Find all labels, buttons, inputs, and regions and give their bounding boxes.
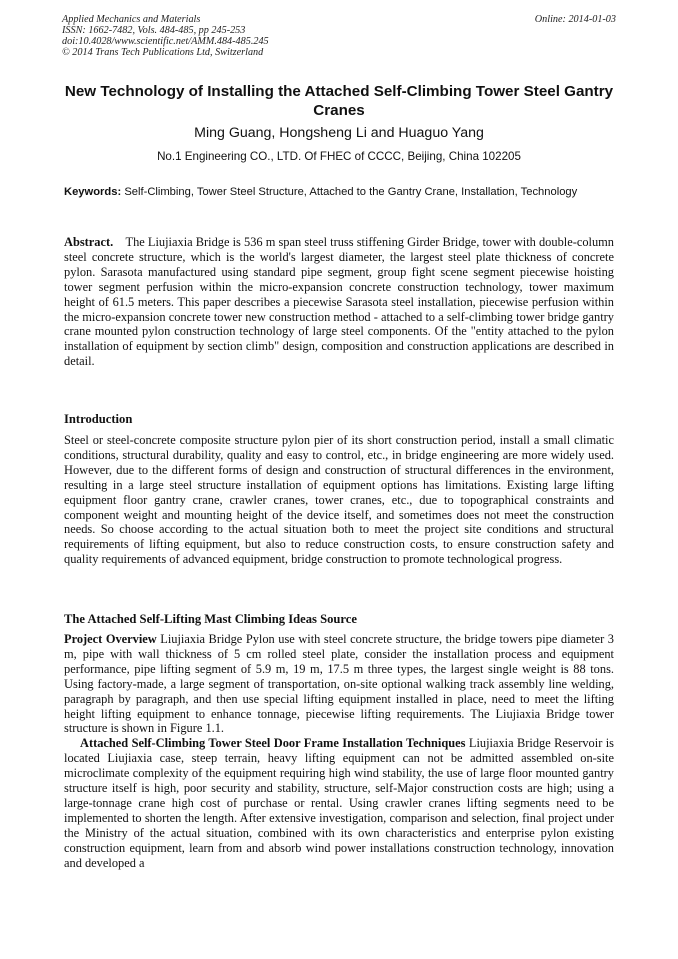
keywords-text: Self-Climbing, Tower Steel Structure, Attached to the Gantry Crane, Installation, Technology	[124, 186, 578, 198]
abstract-label: Abstract.	[64, 235, 114, 249]
introduction-heading: Introduction	[64, 412, 133, 426]
journal-name: Applied Mechanics and Materials	[62, 14, 201, 25]
copyright-line: © 2014 Trans Tech Publications Ltd, Switzerland	[62, 47, 264, 58]
installation-techniques-text: Liujiaxia Bridge Reservoir is located Liujiaxia case, steep terrain, heavy lifting equipment can not be admitted assembled on-site microclimate complexity of the equipment requiring high wind stability, the use of large floor mounted gantry structure itself is high, poor security and stability, structure, self-Major construction costs are high; using a large-tonnage crane high cost of purchase or rental. Using crawler cranes lifting segments need to be implemented to shorten the length. After extensive investigation, comparison and selection, final project under the Ministry of the actual situation, combined with its own characteristics and enterprise pylon existing construction equipment, learn from and absorb wind power installations construction technology, innovation and developed a	[64, 736, 614, 870]
keywords-label: Keywords:	[64, 186, 122, 198]
project-overview-paragraph	[64, 632, 614, 736]
introduction-paragraph: Steel or steel-concrete composite structure pylon pier of its short construction period, install a small climatic conditions, structural durability, quality and easy to control, etc., in bridge engineering are more widely used. However, due to the different forms of design and construction of structural differences in the environment, resulting in a large steel structure installation of equipment options has limitations. Existing large lifting equipment floor gantry crane, crawler cranes, tower cranes, etc., due to topographical constraints and component weight and mounting height of the device itself, and sometimes does not meet the construction needs. So choose according to the actual situation both to meet the project site conditions and structural requirements of lifting equipment, but also to reduce construction costs, to ensure construction safety and quality requirements of advanced equipment, bridge construction to promote technological progress.	[64, 433, 614, 567]
section-heading-ideas-source: The Attached Self-Lifting Mast Climbing Ideas Source	[64, 612, 357, 626]
paper-authors: Ming Guang, Hongsheng Li and Huaguo Yang	[194, 125, 484, 141]
section-body-ideas-source	[64, 632, 614, 871]
installation-techniques-paragraph	[64, 736, 614, 870]
abstract-block	[64, 235, 614, 369]
author-affiliation: No.1 Engineering CO., LTD. Of FHEC of CCCC, Beijing, China 102205	[157, 150, 521, 163]
online-date: Online: 2014-01-03	[534, 14, 616, 25]
project-overview-text: Liujiaxia Bridge Pylon use with steel concrete structure, the bridge towers pipe diameter 3 m, pipe with wall thickness of 5 cm rolled steel plate, consider the installation process and equipment performance, pipe lifting segment of 5.9 m, 19 m, 17.5 m three types, the largest single weight is 88 tons. Using factory-made, a large segment of transportation, on-site optional walking track assembly line welding, paragraph by paragraph, and then use special lifting equipment installed in place, need to meet the lifting height lifting equipment to enhance tonnage, piecewise lifting requirements. The Liujiaxia Bridge tower structure is shown in Figure 1.1.	[64, 632, 614, 736]
issn-line: ISSN: 1662-7482, Vols. 484-485, pp 245-253	[62, 25, 246, 36]
journal-header	[62, 14, 616, 58]
project-overview-lead: Project Overview	[64, 632, 157, 646]
installation-techniques-lead: Attached Self-Climbing Tower Steel Door Frame Installation Techniques	[80, 736, 466, 751]
doi-line: doi:10.4028/www.scientific.net/AMM.484-485.245	[62, 36, 269, 47]
keywords-block	[64, 185, 614, 199]
abstract-text: The Liujiaxia Bridge is 536 m span steel truss stiffening Girder Bridge, tower with double-column steel concrete structure, which is the world's largest diameter, the largest steel plate thickness of concrete pylon. Sarasota manufactured using standard pipe segment, group fight scene segment piecewise hoisting tower segment perfusion within the micro-expansion concrete construction technology, tower maximum height of 61.5 meters. This paper describes a piecewise Sarasota steel installation, piecewise perfusion within the micro-expansion concrete tower new construction method - attached to a self-climbing tower bridge gantry crane mounted pylon construction technology of large steel components. Of the "entity attached to the pylon installation of equipment by section climb" design, composition and construction applications are described in detail.	[64, 235, 615, 369]
introduction-body	[64, 433, 614, 567]
paper-title: New Technology of Installing the Attached Self-Climbing Tower Steel Gantry Cranes	[64, 83, 614, 119]
